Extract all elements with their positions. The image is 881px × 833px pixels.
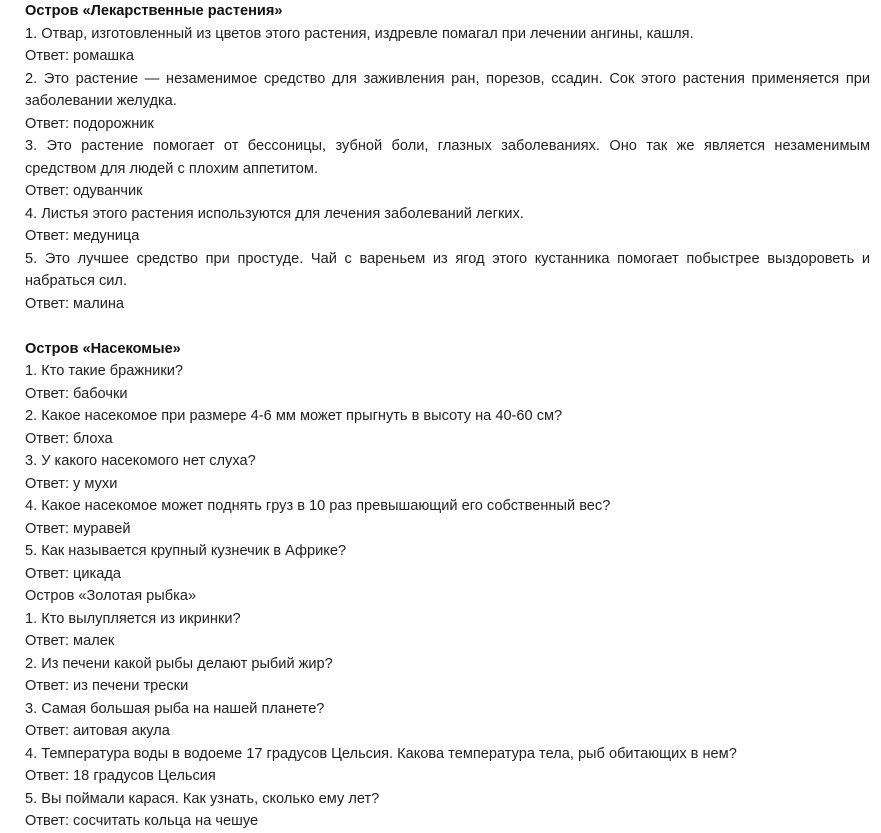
- answer: Ответ: муравей: [25, 520, 131, 537]
- section-title: Остров «Золотая рыбка»: [25, 588, 197, 604]
- question: 4. Листья этого растения используются для лечения заболеваний легких.: [25, 205, 524, 222]
- answer: Ответ: сосчитать кольца на чешуе: [25, 813, 259, 829]
- answer: Ответ: у мухи: [25, 475, 118, 492]
- question: 3. Это растение помогает от бессоницы, зубной боли, глазных заболеваниях. Оно так же является незаменимым средством для людей с плохим аппетитом.: [25, 138, 870, 177]
- answer: Ответ: малек: [25, 633, 115, 649]
- answer: Ответ: ромашка: [25, 48, 134, 64]
- question: 2. Какое насекомое при размере 4-6 мм может прыгнуть в высоту на 40-60 см?: [25, 408, 563, 424]
- answer: Ответ: 18 градусов Цельсия: [25, 768, 216, 784]
- question: 4. Какое насекомое может поднять груз в 10 раз превышающий его собственный вес?: [25, 498, 611, 514]
- question: 4. Температура воды в водоеме 17 градусов Цельсия. Какова температура тела, рыб обитающих в нем?: [25, 745, 737, 762]
- question: 1. Кто такие бражники?: [25, 363, 183, 379]
- answer: Ответ: бабочки: [25, 385, 128, 402]
- question: 3. Самая большая рыба на нашей планете?: [25, 700, 325, 717]
- answer: Ответ: одуванчик: [25, 183, 143, 199]
- question: 1. Кто вылупляется из икринки?: [25, 610, 241, 627]
- answer: Ответ: из печени трески: [25, 678, 189, 694]
- question: 2. Это растение — незаменимое средство для заживления ран, порезов, ссадин. Сок этого растения применяется при заболевании желудка.: [25, 70, 870, 109]
- question: 1. Отвар, изготовленный из цветов этого растения, издревле помагал при лечении ангины, кашля.: [25, 25, 694, 42]
- section-insects: [25, 338, 870, 586]
- blank-line: [25, 315, 870, 338]
- answer: Ответ: цикада: [25, 565, 122, 582]
- question: 5. Как называется крупный кузнечик в Африке?: [25, 543, 347, 559]
- answer: Ответ: аитовая акула: [25, 723, 170, 739]
- answer: Ответ: медуница: [25, 228, 140, 244]
- question: 3. У какого насекомого нет слуха?: [25, 453, 256, 469]
- quiz-document: [25, 0, 870, 833]
- question: 5. Вы поймали карася. Как узнать, сколько ему лет?: [25, 790, 380, 807]
- question: 2. Из печени какой рыбы делают рыбий жир?: [25, 655, 333, 672]
- section-title: Остров «Насекомые»: [25, 340, 181, 357]
- answer: Ответ: блоха: [25, 430, 113, 447]
- section-medicinal-plants: [25, 0, 870, 315]
- answer: Ответ: подорожник: [25, 115, 154, 132]
- section-golden-fish: [25, 585, 870, 833]
- section-title: Остров «Лекарственные растения»: [25, 3, 283, 19]
- answer: Ответ: малина: [25, 295, 125, 312]
- question: 5. Это лучшее средство при простуде. Чай с вареньем из ягод этого кустанника помогает побыстрее выздороветь и набраться сил.: [25, 250, 870, 289]
